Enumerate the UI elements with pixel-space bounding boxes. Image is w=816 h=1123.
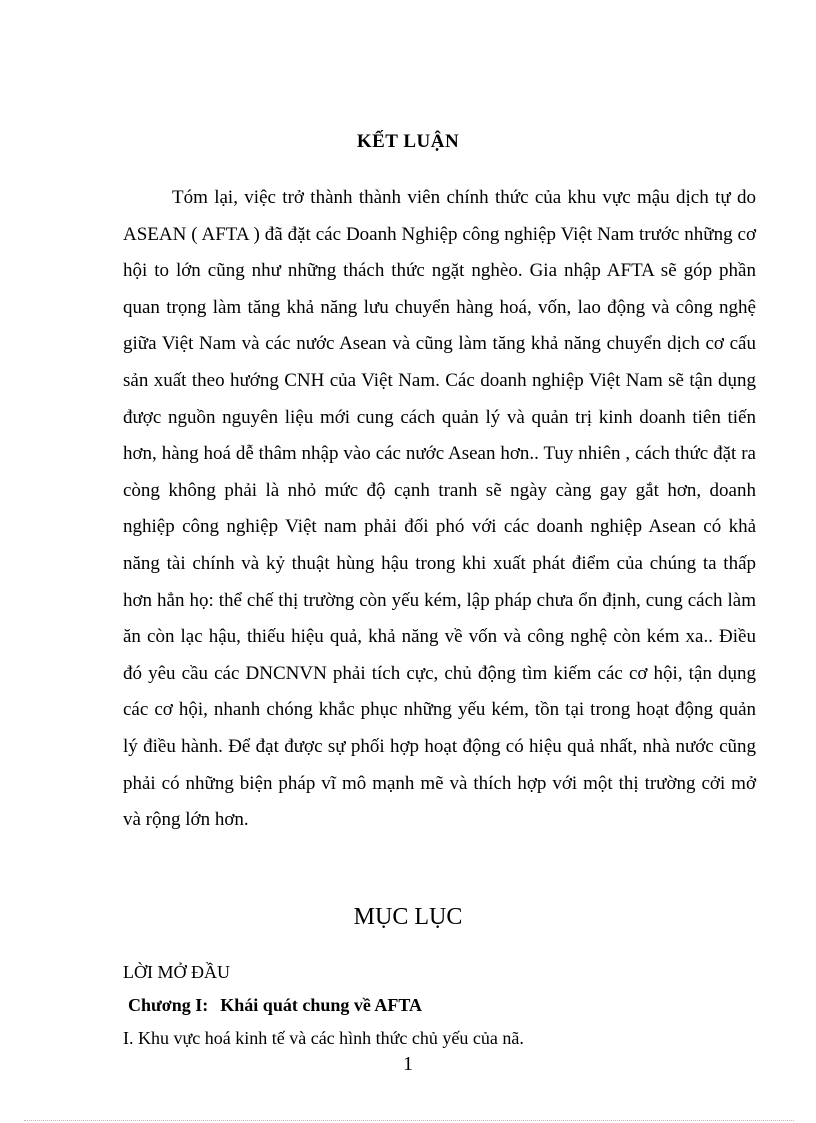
toc-chapter-label: Chương I:	[128, 995, 209, 1015]
page-number: 1	[403, 1053, 413, 1075]
conclusion-heading: KẾT LUẬN	[356, 131, 460, 152]
toc-entry-chapter-1	[128, 995, 422, 1016]
conclusion-paragraph: Tóm lại, việc trở thành thành viên chính thức của khu vực mậu dịch tự do ASEAN ( AFTA ) đã đặt các Doanh Nghiệp công nghiệp Việt Nam trước những cơ hội to lớn cũng như những thách thức ngặt nghèo. Gia nhập AFTA sẽ góp phần quan trọng làm tăng khả năng lưu chuyển hàng hoá, vốn, lao động và công nghệ giữa Việt Nam và các nước Asean và cũng làm tăng khả năng chuyển dịch cơ cấu sản xuất theo hướng CNH của Việt Nam. Các doanh nghiệp Việt Nam sẽ tận dụng được nguồn nguyên liệu mới cung cách quản lý và quản trị kinh doanh tiên tiến hơn, hàng hoá dễ thâm nhập vào các nước Asean hơn.. Tuy nhiên , cách thức đặt ra còng không phải là nhỏ mức độ cạnh tranh sẽ ngày càng gay gắt hơn, doanh nghiệp công nghiệp Việt nam phải đối phó với các doanh nghiệp Asean có khả năng tài chính và kỷ thuật hùng hậu trong khi xuất phát điểm của chúng ta thấp hơn hẳn họ: thể chế thị trường còn yếu kém, lập pháp chưa ổn định, cung cách làm ăn còn lạc hậu, thiếu hiệu quả, khả năng về vốn và công nghệ còn kém xa.. Điều đó yêu cầu các DNCNVN phải tích cực, chủ động tìm kiếm các cơ hội, tận dụng các cơ hội, nhanh chóng khắc phục những yếu kém, tồn tại trong hoạt động quản lý điều hành. Để đạt được sự phối hợp hoạt động có hiệu quả nhất, nhà nước cũng phải có những biện pháp vĩ mô mạnh mẽ và thích hợp với một thị trường cởi mở và rộng lớn hơn.	[123, 187, 756, 831]
toc-entry-section-1: I. Khu vực hoá kinh tế và các hình thức chủ yếu của nã.	[123, 1028, 524, 1048]
toc-chapter-title: Khái quát chung về AFTA	[220, 995, 423, 1015]
table-of-contents-heading: MỤC LỤC	[353, 904, 463, 930]
toc-entry-intro: LỜI MỞ ĐẦU	[123, 962, 230, 982]
footer-divider	[24, 1120, 794, 1121]
